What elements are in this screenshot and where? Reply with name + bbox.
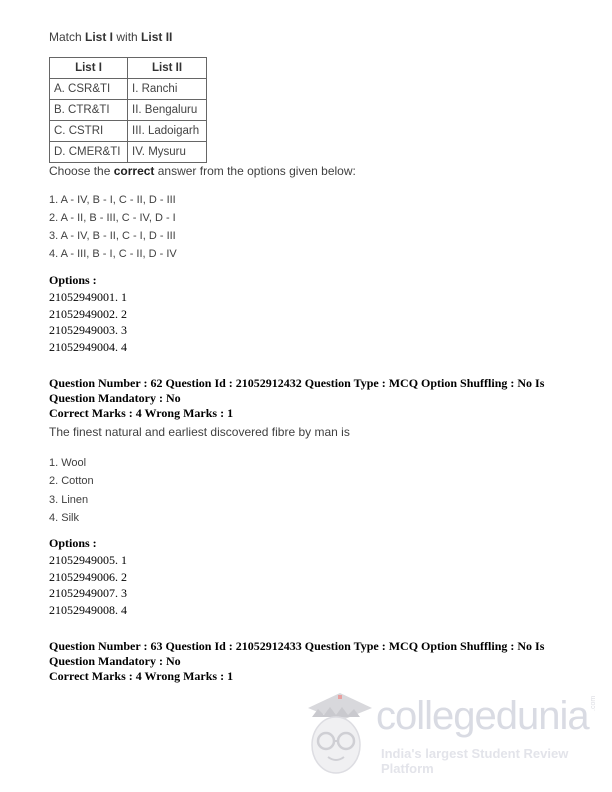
list-item: 1. A - IV, B - I, C - II, D - III [49,194,176,206]
q63-header [49,639,569,684]
choose-bold: correct [113,164,155,178]
q62-header-line1: Question Number : 62 Question Id : 21052912432 Question Type : MCQ Option Shuffling : No Is [49,376,545,390]
table-cell: A. CSR&TI [50,79,128,100]
match-mid: with [113,30,142,44]
mascot-logo-icon [298,683,378,783]
option-id: 21052949006. 2 [49,569,127,584]
list-item: 1. Wool [49,457,87,469]
table-row [50,121,207,142]
option-id: 21052949002. 2 [49,306,127,321]
option-id: 21052949003. 3 [49,323,127,337]
choose-suffix: answer from the options given below: [154,164,356,178]
list-item: 3. A - IV, B - II, C - I, D - III [49,230,176,242]
q62-choice-list [49,454,94,527]
cap-tassel-icon [338,695,342,699]
table-header-list2: List II [128,58,207,79]
q63-marks: Correct Marks : 4 Wrong Marks : 1 [49,669,234,683]
list-item: 4. A - III, B - I, C - II, D - IV [49,248,177,260]
table-row [50,100,207,121]
table-row [50,79,207,100]
match-table [49,57,207,163]
option-id: 21052949007. 3 [49,586,127,600]
table-row [50,142,207,163]
q61-option-ids [49,289,127,355]
choose-instruction [49,164,356,178]
q61-options-label: Options : [49,273,97,287]
match-instruction [49,30,172,44]
table-cell: II. Bengaluru [128,100,207,121]
q62-marks: Correct Marks : 4 Wrong Marks : 1 [49,406,234,420]
watermark-com: .com [590,695,597,711]
option-id: 21052949001. 1 [49,290,127,304]
table-cell: IV. Mysuru [128,142,207,163]
q62-header-line2: Question Mandatory : No [49,391,181,405]
option-id: 21052949005. 1 [49,553,127,567]
match-prefix: Match [49,30,86,44]
table-cell: B. CTR&TI [50,100,128,121]
q61-choice-list [49,191,177,263]
list-item: 3. Linen [49,493,89,506]
watermark-tagline: India's largest Student Review Platform [381,746,569,776]
q62-question-text: The finest natural and earliest discovered fibre by man is [49,425,350,439]
table-cell: D. CMER&TI [50,142,128,163]
list-item: 4. Silk [49,511,79,524]
table-header-row [50,58,207,79]
q62-option-ids [49,552,127,618]
match-list1: List I [85,30,114,44]
watermark-brand: collegedunia [376,694,589,738]
q62-options-label: Options : [49,536,97,550]
option-id: 21052949004. 4 [49,339,127,354]
list-item: 2. Cotton [49,475,94,488]
option-id: 21052949008. 4 [49,602,127,617]
choose-prefix: Choose the [49,164,114,178]
table-cell: I. Ranchi [128,79,207,100]
match-list2: List II [141,30,173,44]
q63-header-line1: Question Number : 63 Question Id : 21052912433 Question Type : MCQ Option Shuffling : No Is [49,639,545,653]
list-item: 2. A - II, B - III, C - IV, D - I [49,212,176,224]
q63-header-line2: Question Mandatory : No [49,654,181,668]
q62-header [49,376,569,421]
table-header-list1: List I [50,58,128,79]
table-cell: C. CSTRI [50,121,128,142]
table-cell: III. Ladoigarh [128,121,207,142]
